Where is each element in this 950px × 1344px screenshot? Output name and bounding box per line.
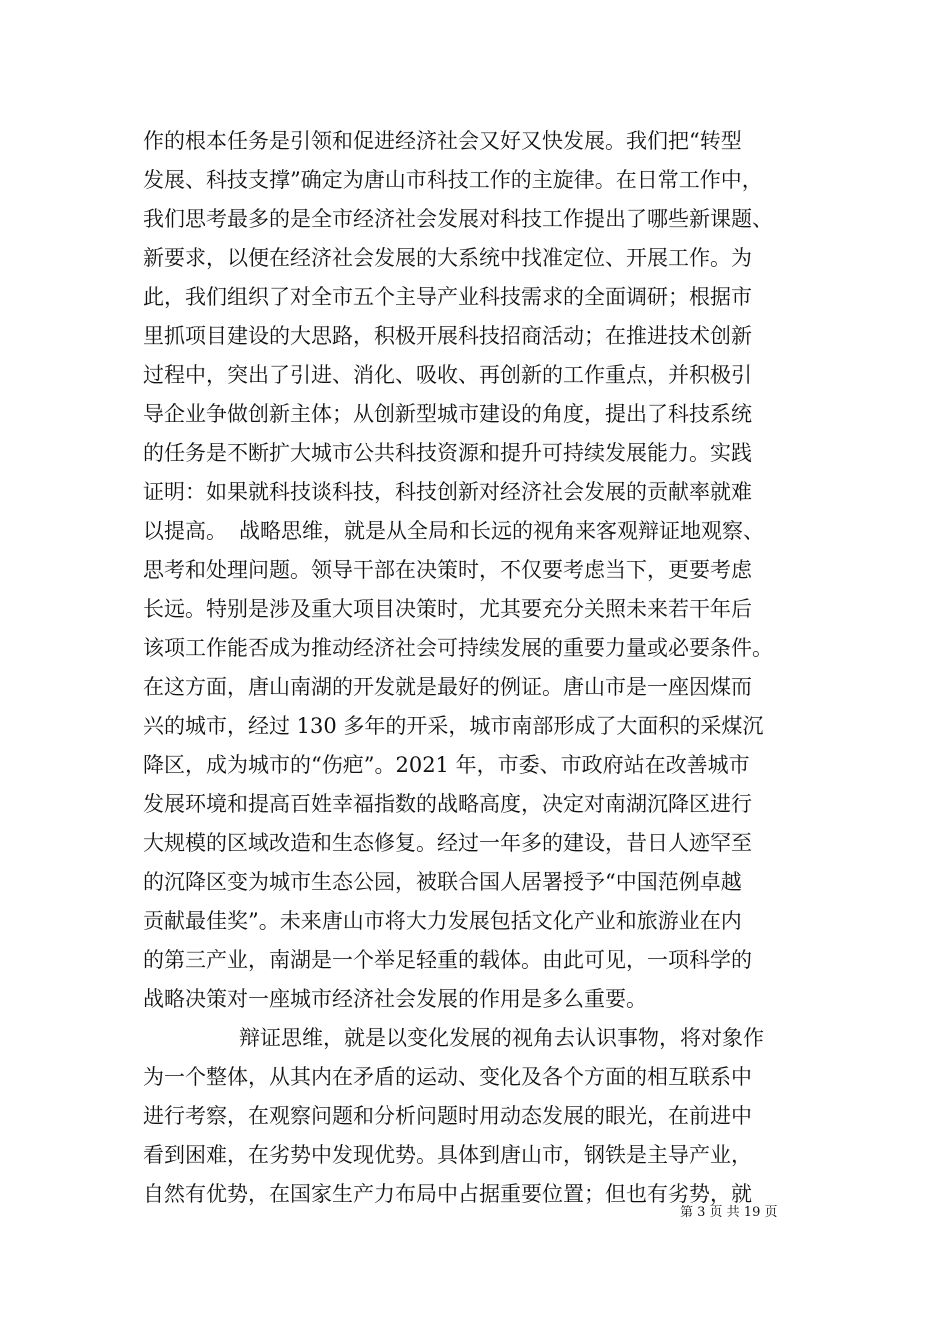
body-text-block-1: [143, 122, 809, 551]
paragraph-1: 作的根本任务是引领和促进经济社会又好又快发展。我们把“转型 发展、科技支撑”确定为唐山市科技工作的主旋律。在日常工作中， 我们思考最多的是全市经济社会发展对科技工作提出了哪些新课题、 新要求，以便在经济社会发展的大系统中找准定位、开展工作。为 此，我们组织了对全市五个主导产业科技需求的全面调研；根据市 里抓项目建设的大思路，积极开展科技招商活动；在推进技术创新 过程中，突出了引进、消化、吸收、再创新的工作重点，并积极引 导企业争做创新主体；从创新型城市建设的角度，提出了科技系统 的任务是不断扩大城市公共科技资源和提升可持续发展能力。实践 证明：如果就科技谈科技，科技创新对经济社会发展的贡献率就难 以提高。: [143, 129, 773, 543]
body-text-block-2: [143, 512, 809, 1019]
page-number-footer: 第 3 页 共 19 页: [680, 1205, 778, 1220]
paragraph-3: 辩证思维，就是以变化发展的视角去认识事物，将对象作 为一个整体，从其内在矛盾的运动、变化及各个方面的相互联系中 进行考察，在观察问题和分析问题时用动态发展的眼光，在前进中 看到困难，在劣势中发现优势。具体到唐山市，钢铁是主导产业， 自然有优势，在国家生产力布局中占据重要位置；但也有劣势，就: [143, 1026, 764, 1206]
body-text-block-3: [143, 1019, 809, 1214]
paragraph-2: 战略思维，就是从全局和长远的视角来客观辩证地观察、 思考和处理问题。领导干部在决策时，不仅要考虑当下，更要考虑 长远。特别是涉及重大项目决策时，尤其要充分关照未来若干年后 该项工作能否成为推动经济社会可持续发展的重要力量或必要条件。 在这方面，唐山南湖的开发就是最好的例证。唐山市是一座因煤而 兴的城市，经过 130 多年的开采，城市南部形成了大面积的采煤沉 降区，成为城市的“伤疤”。2021 年，市委、市政府站在改善城市 发展环境和提高百姓幸福指数的战略高度，决定对南湖沉降区进行 大规模的区域改造和生态修复。经过一年多的建设，昔日人迹罕至 的沉降区变为城市生态公园，被联合国人居署授予“中国范例卓越 贡献最佳奖”。未来唐山市将大力发展包括文化产业和旅游业在内 的第三产业，南湖是一个举足轻重的载体。由此可见，一项科学的 战略决策对一座城市经济社会发展的作用是多么重要。: [143, 519, 773, 1011]
